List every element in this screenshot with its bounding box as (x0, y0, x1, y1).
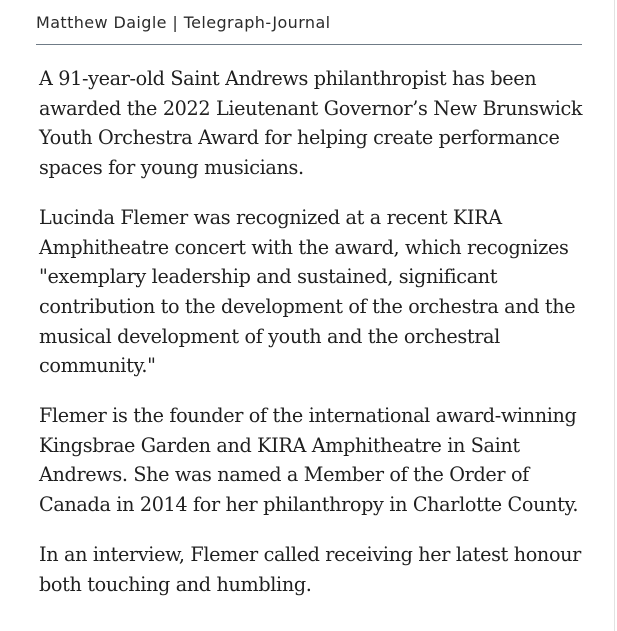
article-paragraph: In an interview, Flemer called receiving her latest honour both touching and humbling. (39, 542, 581, 596)
byline: Matthew Daigle | Telegraph-Journal (36, 13, 331, 32)
article-paragraph: Lucinda Flemer was recognized at a recent KIRA Amphitheatre concert with the award, which recognizes "exemplary leadership and sustained, significant contribution to the development of the orchestra and the musical development of youth and the orchestral community." (39, 205, 576, 378)
page-edge-divider (614, 0, 615, 631)
article-body (39, 64, 599, 619)
byline-divider (36, 44, 582, 45)
article-paragraph: Flemer is the founder of the international award-winning Kingsbrae Garden and KIRA Amphitheatre in Saint Andrews. She was named a Member of the Order of Canada in 2014 for her philanthropy in Charlotte County. (39, 404, 579, 517)
article-paragraph: A 91-year-old Saint Andrews philanthropist has been awarded the 2022 Lieutenant Governor’s New Brunswick Youth Orchestra Award for helping create performance spaces for young musicians. (39, 67, 583, 180)
